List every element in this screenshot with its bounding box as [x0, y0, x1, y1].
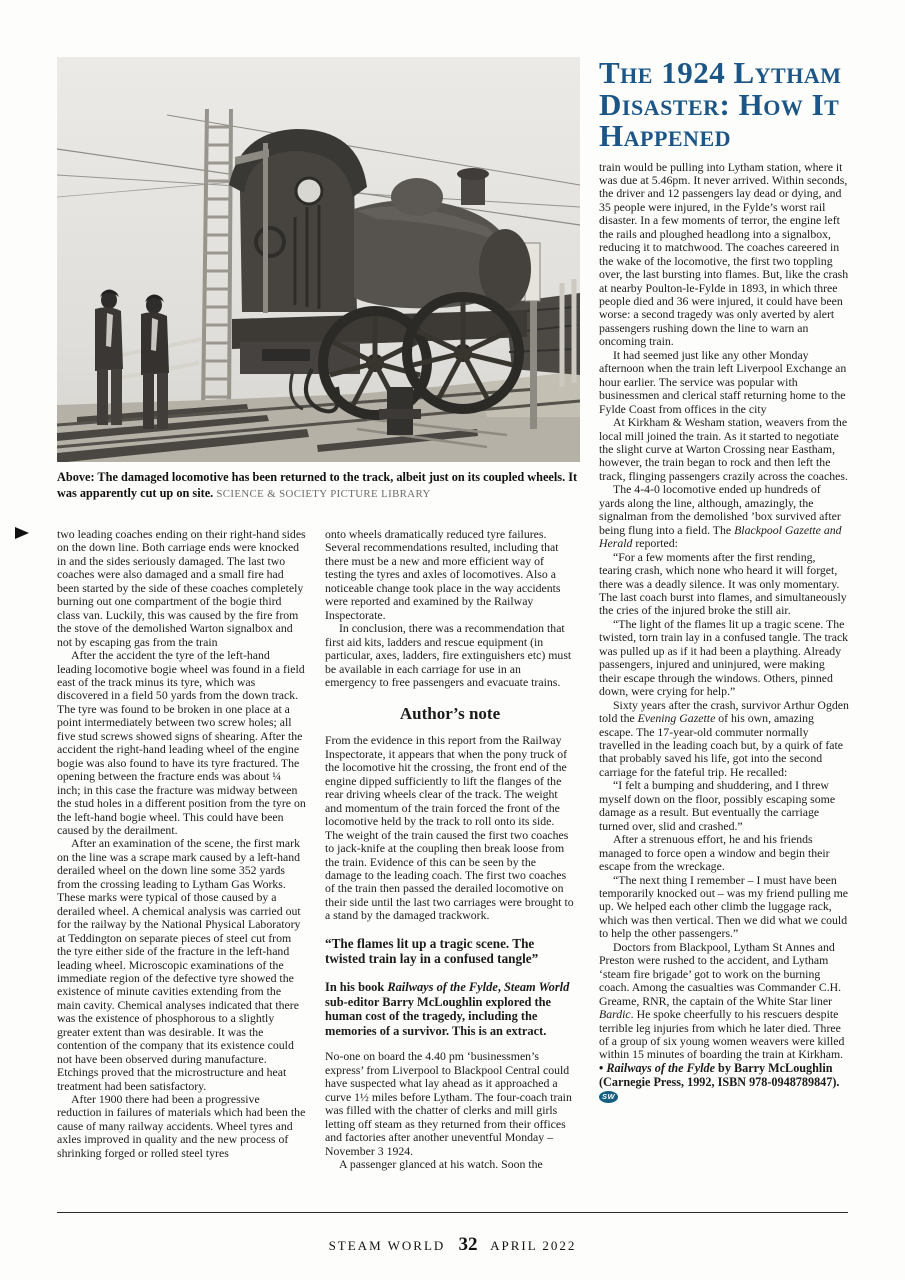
paragraph: [599, 161, 849, 349]
paragraph: [599, 833, 849, 873]
footer-rule: [57, 1212, 848, 1213]
text-run: It had seemed just like any other Monday afternoon when the train left Liverpool Exchange an hour earlier. The service was popular with businessmen and clerical staff returning home to the Fylde Coast from offices in the city: [599, 347, 847, 416]
text-run: In conclusion, there was a recommendation that first aid kits, ladders and rescue equipment (in particular, axes, ladders, fire extinguishers etc) must be available in each carriage for use in an emergency to free passengers and evacuate trains.: [325, 621, 572, 689]
text-run: After an examination of the scene, the first mark on the line was a scrape mark caused by a left-hand derailed wheel on the down line some 352 yards from the crossing leading to Lytham Gas Works. These marks were typical of those caused by a derailed wheel. A chemical analysis was carried out for the railway by the National Physical Laboratory at Teddington on separate pieces of steel cut from the tyre either side of the fracture in the left-hand leading wheel. Microscopic examinations of the immediate region of the defective tyre showed the existence of minute cavities extending from the main cavity. Chemical analyses indicated that there was the existence of phosphorous to a slightly greater extent than was desirable. It was the contention of the company that its existence could not have been observed during manufacture. Etchings proved that the microstructure and heat treatment had been satisfactory.: [57, 836, 301, 1093]
article-headline: The 1924 Lytham Disaster: How It Happened: [599, 55, 842, 153]
paragraph: [325, 622, 575, 689]
text-run: train would be pulling into Lytham station, where it was due at 5.46pm. It never arrived. Within seconds, the driver and 12 passengers lay dead or dying, and 35 people were injured, in the Fylde’s worst rail disaster. In a few moments of terror, the engine left the rails and ploughed headlong into a signalbox, reducing it to matchwood. The coaches careered in the wake of the locomotive, the first two toppling over, the last bursting into flames. But, like the crash at nearby Poulton-le-Fylde in 1893, in which three people died and 36 were injured, it could have been worse: a second tragedy was only averted by alert passengers rushing down the line to warn an oncoming train.: [599, 159, 849, 349]
photo-caption: [57, 469, 580, 502]
text-run: Railways of the Fylde: [606, 1060, 715, 1075]
text-run: After 1900 there had been a progressive reduction in failures of materials which had been the cause of many railway accidents. Wheel tyres and axles improved in quality and the new process of shrinking forged or rolled steel tyres: [57, 1092, 306, 1160]
text-run: “For a few moments after the first rending, tearing crash, which none who heard it will forget, there was a deadly silence. It was only momentary. The last coach burst into flames, and simultaneously the cries of the injured broke the still air.: [599, 549, 847, 618]
continuation-arrow-icon: [15, 527, 29, 539]
text-run: A passenger glanced at his watch. Soon the: [339, 1156, 543, 1171]
section-heading: [325, 704, 575, 723]
paragraph: [599, 874, 849, 941]
paragraph: [57, 837, 307, 1093]
column-3: [599, 57, 849, 1104]
paragraph: [599, 618, 849, 699]
paragraph: [325, 528, 575, 622]
paragraph: [57, 649, 307, 837]
wrecked-locomotive-photo-illustration: [57, 57, 580, 462]
paragraph: [599, 349, 849, 416]
photo-credit: SCIENCE & SOCIETY PICTURE LIBRARY: [216, 488, 431, 500]
text-run: From the evidence in this report from the Railway Inspectorate, it appears that when the pony truck of the locomotive hit the crossing, the front end of the engine dipped sufficiently to lift the flanges of the rear driving wheels clear of the track. The weight and momentum of the train forced the front of the locomotive held by the track to roll onto its side. The weight of the train caused the first two coaches to jack-knife at the coupling then break loose from the train. Evidence of this can be seen by the damage to the leading coach. The first two coaches of the train then passed the derailed locomotive on their side until the last two carriages were brought to a stand by the damaged trackwork.: [325, 733, 574, 923]
text-run: Railways of the Fylde: [387, 979, 498, 994]
paragraph: [599, 779, 849, 833]
paragraph: [599, 941, 849, 1062]
text-run: “The next thing I remember – I must have been temporarily knocked out – was my friend pulling me up. We helped each other climb the luggage rack, which was then vertical. Then we did what we could to help the other passengers.”: [599, 872, 848, 941]
text-run: two leading coaches ending on their right-hand sides on the down line. Both carriage ends were knocked in and the sides seriously damaged. The last two coaches were also damaged and a small fire had been started by the side of these coaches completely burning out one compartment of the bogie third class van. Luckily, this was caused by the fire from the stove of the demolished Warton signalbox and not by escaping gas from the train: [57, 527, 306, 649]
text-run: Bardic: [599, 1007, 631, 1022]
page-footer: [0, 1234, 905, 1256]
text-run: reported:: [632, 536, 678, 551]
text-run: of his own, amazing escape. The 17-year-old commuter normally travelled in the leading coach but, by a quirk of fate that probably saved his life, got into the second carriage for the fateful trip. He recalled:: [599, 711, 844, 779]
text-run: Author’s note: [399, 704, 501, 724]
text-run: Doctors from Blackpool, Lytham St Annes and Preston were rushed to the accident, and Lytham ‘steam fire brigade’ got to work on the burning coach. Among the casualties was Commander C.H. Greame, RNR, the captain of the White Star liner: [599, 939, 842, 1008]
text-run: The 4-4-0 locomotive ended up hundreds of yards along the line, although, amazingly, the signalman from the demolished ’box survived after being flung into a field. The: [599, 482, 841, 537]
paragraph: [599, 1062, 849, 1104]
paragraph: [325, 1158, 575, 1171]
paragraph: [325, 980, 575, 1038]
paragraph: [599, 483, 849, 550]
text-run: After a strenuous effort, he and his friends managed to force open a window and begin their escape from the wreckage.: [599, 832, 830, 874]
text-run: Sixty years after the crash, survivor Arthur Ogden told the: [599, 697, 849, 726]
issue-date: APRIL 2022: [490, 1238, 577, 1253]
text-run: “The flames lit up a tragic scene. The twisted train lay in a confused tangle”: [325, 935, 539, 967]
text-run: Steam World: [504, 979, 570, 994]
text-run: •: [599, 1060, 607, 1075]
paragraph: [325, 734, 575, 922]
paragraph: [325, 936, 575, 967]
column-2: [325, 528, 575, 1171]
text-run: ,: [497, 979, 505, 994]
text-run: sub-editor Barry McLoughlin explored the human cost of the tragedy, including the memories of a survivor. This is an extract.: [325, 994, 552, 1038]
text-run: In his book: [325, 979, 388, 994]
text-run: onto wheels dramatically reduced tyre failures. Several recommendations resulted, including that there must be a new and more efficient way of testing the tyres and axles of locomotives. Also a noticeable change took place in the way accidents were reported and examined by the Railway Inspectorate.: [325, 527, 561, 622]
paragraph: [599, 416, 849, 483]
article-photo: [57, 57, 580, 462]
text-run: No-one on board the 4.40 pm ‘businessmen’s express’ from Liverpool to Blackpool Central could have suspected what lay ahead as it approached a curve 1½ miles before Lytham. The four-coach train was filled with the chatter of clerks and mill girls letting off steam as they returned from their offices and factories after another uneventful Monday – November 3 1924.: [325, 1049, 572, 1158]
text-run: Evening Gazette: [637, 711, 716, 726]
paragraph: [325, 1050, 575, 1158]
column-3-body: [599, 161, 849, 1104]
column-1: [57, 528, 307, 1160]
page-number: 32: [458, 1234, 478, 1255]
paragraph: [57, 528, 307, 649]
paragraph: [599, 699, 849, 780]
text-run: . He spoke cheerfully to his rescuers despite terrible leg injuries from which he later died. Three of a group of six young women weavers were killed within 15 minutes of boarding the train at Kirkham.: [599, 1007, 845, 1062]
text-run: Blackpool Gazette and Herald: [599, 522, 842, 551]
paragraph: [57, 1093, 307, 1160]
paragraph: [599, 551, 849, 618]
magazine-title: STEAM WORLD: [328, 1238, 446, 1253]
text-run: After the accident the tyre of the left-hand leading locomotive bogie wheel was found in a field east of the track minus its tyre, which was discovered in a field 50 yards from the down track. The tyre was found to be broken in one place at a point intermediately between two screw holes; all five stud screws showed signs of shearing. After the accident the right-hand leading wheel of the engine bogie was also found to have its tyre fractured. The opening between the fracture ends was about ¼ inch; in this case the fracture was midway between the stud holes in a different position from the tyre on the left-hand bogie wheel. This could have been caused by the derailment.: [57, 648, 306, 837]
text-run: At Kirkham & Wesham station, weavers from the local mill joined the train. As it started to negotiate the slight curve at Warton Crossing near Eastham, however, the train began to rock and then left the track, flinging passengers crazily across the coaches.: [599, 415, 848, 483]
text-run: “The light of the flames lit up a tragic scene. The twisted, torn train lay in a confused tangle. The track was pulled up as if it had been a plaything. Already passengers, injured and uninjured, were making their escape through the windows. Others, pinned down, were crying for help.”: [599, 616, 849, 699]
text-run: “I felt a bumping and shuddering, and I threw myself down on the floor, possibly escaping some damage as a result. But eventually the carriage turned over, slid and crashed.”: [599, 778, 836, 833]
text-run: by Barry McLoughlin (Carnegie Press, 1992, ISBN 978-0948789847).: [599, 1060, 840, 1089]
steam-world-roundel-icon: SW: [599, 1091, 618, 1103]
caption-text: Above: The damaged locomotive has been returned to the track, albeit just on its coupled wheels. It was apparently cut up on site.: [57, 470, 578, 500]
